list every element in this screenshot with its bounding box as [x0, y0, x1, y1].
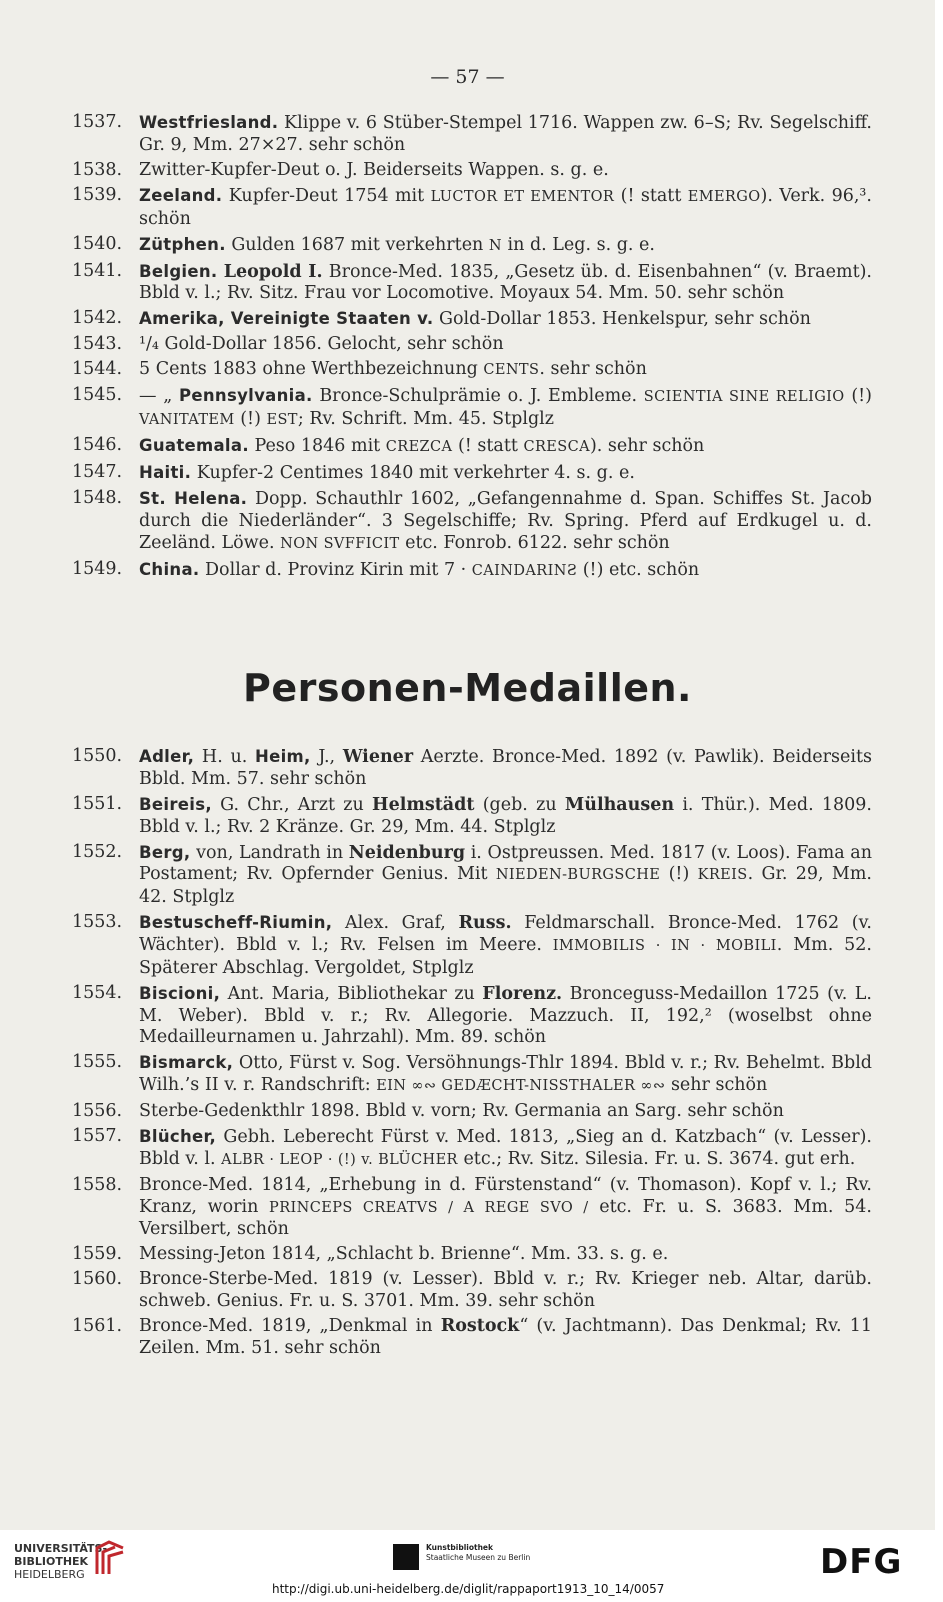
catalog-entry — [72, 185, 872, 231]
entry-text: J., — [310, 747, 343, 767]
entry-text: Kupfer-2 Centimes 1840 mit verkehrter 4. s. g. e. — [191, 463, 635, 484]
entry-text: 5 Cents 1883 ohne Werthbezeichnung — [139, 359, 484, 380]
entry-text: (!) etc. schön — [577, 559, 700, 580]
entry-number: 1545. — [72, 385, 123, 406]
entry-text: Bronce-Med. 1814, „Erhebung in d. Fürstenstand“ (v. Thomason). Kopf v. l.; Rv. Kranz, worin — [139, 1174, 872, 1217]
catalog-entry — [72, 1101, 872, 1123]
catalog-entry — [72, 912, 872, 979]
entry-text: . sehr schön — [539, 359, 647, 380]
entry-text: Kupfer-Deut 1754 mit — [222, 185, 431, 206]
entry-text: Sterbe-Gedenkthlr 1898. Bbld v. vorn; Rv. Germania an Sarg. sehr schön — [139, 1101, 784, 1122]
catalog-entry — [72, 794, 872, 839]
catalog-entry — [72, 261, 872, 306]
entry-heading: Blücher, — [139, 1127, 217, 1147]
entry-text: EST — [266, 412, 298, 429]
entry-text: Mülhausen — [564, 794, 675, 815]
entry-number: 1539. — [72, 184, 123, 205]
entry-text: ¹/₄ Gold-Dollar 1856. Gelocht, sehr schön — [139, 334, 504, 355]
entry-heading: Zütphen. — [139, 234, 226, 254]
entry-number: 1555. — [72, 1052, 123, 1073]
entry-text: Dopp. Schauthlr 1602, „Gefangennahme d. Span. Schiffes St. Jacob durch die Niederländer“. 3 Segelschiffe; Rv. Spring. Pferd auf Erdkugel u. d. Zeeländ. Löwe. — [139, 489, 872, 553]
entry-heading: Bestuscheff-Riumin, — [139, 913, 333, 933]
entry-text: NIEDEN-BURGSCHE — [495, 867, 661, 884]
entry-text: Bronceguss-Medaillon 1725 (v. L. M. Weber). Bbld v. r.; Rv. Allegorie. Mazzuch. II, 192,² (woselbst ohne Medailleurnamen u. Jahrzahl). Mm. 89. schön — [139, 983, 872, 1048]
entry-text: Russ. — [458, 913, 512, 934]
entry-number: 1559. — [72, 1244, 123, 1265]
entry-text: Klippe v. 6 Stüber-Stempel 1716. Wappen zw. 6–S; Rv. Segelschiff. Gr. 9, Mm. 27×27. sehr schön — [139, 113, 872, 155]
entry-text: etc. Fr. u. S. 3683. Mm. 54. Versilbert, schön — [139, 1196, 872, 1240]
entry-number: 1549. — [72, 558, 123, 579]
entry-heading: Guatemala. — [139, 436, 249, 456]
entry-text: H. u. — [194, 747, 255, 767]
entry-text: LUCTOR ET EMENTOR — [430, 188, 615, 205]
entry-text: Helmstädt — [372, 794, 475, 815]
catalog-entry — [72, 160, 872, 182]
entry-text: “ (v. Jachtmann). Das Denkmal; Rv. 11 Zeilen. Mm. 51. sehr schön — [139, 1316, 872, 1358]
entry-text: Messing-Jeton 1814, „Schlacht b. Brienne“. Mm. 33. s. g. e. — [139, 1244, 669, 1265]
entry-text: von, Landrath in — [190, 842, 349, 863]
ub-logo-line1: UNIVERSITÄTS- — [14, 1542, 108, 1555]
entry-heading: St. Helena. — [139, 489, 248, 509]
entry-number: 1557. — [72, 1126, 123, 1147]
entry-number: 1558. — [72, 1174, 123, 1195]
entry-heading: Adler, — [139, 747, 195, 766]
entry-number: 1550. — [72, 746, 123, 766]
catalog-entry — [72, 1316, 872, 1360]
entry-number: 1560. — [72, 1269, 123, 1290]
entry-text: (geb. zu — [474, 794, 565, 815]
entry-text: Bronce-Med. 1819, „Denkmal in — [139, 1316, 441, 1337]
entry-text: Dollar d. Provinz Kirin mit 7 · — [199, 559, 472, 580]
entry-number: 1552. — [72, 841, 123, 862]
entry-text: Peso 1846 mit — [248, 436, 386, 457]
ub-logo-line2: BIBLIOTHEK — [14, 1555, 89, 1568]
entry-heading: Pennsylvania. — [179, 386, 313, 406]
entry-text: ). Verk. 96,³. schön — [139, 185, 872, 229]
catalog-entry — [72, 1244, 872, 1266]
entry-text: Bronce-Sterbe-Med. 1819 (v. Lesser). Bbld v. r.; Rv. Krieger neb. Altar, darüb. schweb. Genius. Fr. u. S. 3701. Mm. 39. sehr schön — [139, 1269, 872, 1312]
entry-number: 1538. — [72, 159, 123, 180]
entry-heading: Heim, — [255, 747, 311, 766]
entry-text: . Mm. 52. Späterer Abschlag. Vergoldet, Stplglz — [139, 934, 872, 978]
entry-text: SCIENTIA SINE RELIGIO — [643, 389, 845, 406]
entry-heading: Beireis, — [139, 794, 212, 814]
entry-number: 1561. — [72, 1316, 123, 1337]
entry-text: CREZCA — [385, 439, 453, 456]
entry-text: Bronce-Schulprämie o. J. Embleme. — [312, 386, 644, 407]
entry-number: 1541. — [72, 260, 123, 281]
entry-text: CENTS — [483, 362, 540, 379]
entry-text: CRESCA — [523, 439, 590, 456]
entry-text: Otto, Fürst v. Sog. Versöhnungs-Thlr 1894. Bbld v. r.; Rv. Behelmt. Bbld Wilh.’s II v. r. Randschrift: — [139, 1053, 872, 1096]
catalog-entry — [72, 983, 872, 1049]
entry-text: Aerzte. Bronce-Med. 1892 (v. Pawlik). Beiderseits Bbld. Mm. 57. sehr schön — [139, 747, 872, 789]
entry-heading: Biscioni, — [139, 983, 221, 1003]
catalog-entry — [72, 112, 872, 157]
entry-text: Ant. Maria, Bibliothekar zu — [220, 983, 483, 1004]
entry-text: KREIS — [697, 867, 748, 884]
entry-text: etc.; Rv. Sitz. Silesia. Fr. u. S. 3674. gut erh. — [457, 1148, 856, 1169]
entry-text: Leopold I. — [223, 261, 323, 282]
catalog-entry — [72, 488, 872, 555]
entry-text: (! statt — [614, 185, 688, 206]
entry-text: CAINDARINƧ — [471, 562, 578, 579]
entry-number: 1537. — [72, 112, 123, 132]
entry-heading: China. — [139, 559, 200, 579]
source-url[interactable]: http://digi.ub.uni-heidelberg.de/diglit/rappaport1913_10_14/0057 — [272, 1582, 665, 1596]
entry-text: sehr schön — [665, 1075, 768, 1096]
entry-text: Gold-Dollar 1853. Henkelspur, sehr schön — [433, 309, 811, 330]
entry-text: in d. Leg. s. g. e. — [501, 234, 655, 255]
catalog-entry — [72, 359, 872, 382]
entry-text: i. Thür.). Med. 1809. Bbld v. l.; Rv. 2 Kränze. Gr. 29, Mm. 44. Stplglz — [139, 794, 872, 837]
entry-text: NON SVFFICIT — [280, 535, 400, 552]
entry-text: Neidenburg — [348, 842, 466, 863]
catalog-entry — [72, 334, 872, 356]
entry-text: — „ — [139, 386, 179, 407]
entry-text: ). sehr schön — [589, 436, 705, 457]
ub-logo-line3: HEIDELBERG — [14, 1568, 85, 1581]
entry-number: 1547. — [72, 462, 123, 483]
catalog-entry — [72, 462, 872, 485]
entry-text: Florenz. — [482, 983, 563, 1004]
entry-number: 1543. — [72, 334, 123, 355]
entry-text: ALBR · LEOP · (!) v. BLÜCHER — [221, 1151, 458, 1168]
entry-number: 1551. — [72, 793, 123, 814]
entry-text: (!) — [844, 386, 873, 407]
entry-text: G. Chr., Arzt zu — [211, 794, 373, 815]
catalog-entry — [72, 1175, 872, 1241]
entry-text: IMMOBILIS · IN · MOBILI — [552, 937, 777, 954]
entry-heading: Haiti. — [139, 463, 192, 483]
entry-text: Zwitter-Kupfer-Deut o. J. Beiderseits Wappen. s. g. e. — [139, 159, 609, 180]
entry-heading: Zeeland. — [139, 185, 223, 205]
entry-text: etc. Fonrob. 6122. sehr schön — [399, 532, 670, 553]
entry-number: 1542. — [72, 308, 123, 329]
dfg-logo[interactable]: DFG — [820, 1542, 903, 1582]
catalog-entry — [72, 308, 872, 331]
entry-heading: Berg, — [139, 842, 191, 862]
catalog-entry — [72, 842, 872, 909]
catalog-entry — [72, 746, 872, 791]
page-number: — 57 — — [430, 66, 505, 88]
entry-text: Wiener — [342, 747, 414, 767]
entry-heading: Westfriesland. — [139, 113, 279, 132]
entry-number: 1554. — [72, 982, 123, 1003]
entry-number: 1556. — [72, 1101, 123, 1122]
catalog-entry — [72, 385, 872, 432]
catalog-entry — [72, 234, 872, 258]
kunstbibliothek-logo-text — [426, 1543, 530, 1563]
entry-number: 1553. — [72, 912, 123, 933]
entry-text: (!) — [660, 864, 698, 885]
entry-text: Gebh. Leberecht Fürst v. Med. 1813, „Sieg an d. Katzbach“ (v. Lesser). Bbld v. l. — [139, 1127, 872, 1169]
entry-heading: Belgien. — [139, 261, 218, 281]
entry-number: 1540. — [72, 233, 123, 254]
entry-text: ; Rv. Schrift. Mm. 45. Stplglz — [297, 409, 554, 430]
section-title: Personen-Medaillen. — [242, 666, 692, 710]
catalog-entries-top — [72, 112, 872, 586]
entry-text: Feldmarschall. Bronce-Med. 1762 (v. Wächter). Bbld v. l.; Rv. Felsen im Meere. — [139, 913, 872, 955]
entry-text: Gulden 1687 mit verkehrten — [225, 234, 489, 255]
entry-text: VANITATEM — [139, 412, 235, 429]
entry-heading: Bismarck, — [139, 1053, 234, 1073]
entry-text: N — [488, 237, 502, 254]
catalog-entry — [72, 435, 872, 459]
catalog-entry — [72, 1052, 872, 1098]
entry-number: 1544. — [72, 359, 123, 380]
entry-number: 1546. — [72, 435, 123, 456]
entry-heading: Amerika, Vereinigte Staaten v. — [139, 309, 434, 329]
kunstbibliothek-logo-icon[interactable] — [393, 1544, 419, 1570]
entry-text: EIN ∞∾ GEDÆCHT-NISSTHALER ∞∾ — [376, 1078, 666, 1095]
catalog-entry — [72, 1126, 872, 1172]
kb-line1: Kunstbibliothek — [426, 1543, 494, 1552]
entry-text: PRINCEPS CREATVS / A REGE SVO / — [269, 1199, 589, 1216]
entry-text: Rostock — [440, 1316, 520, 1337]
ub-emblem-icon — [93, 1538, 127, 1578]
entry-text: Bronce-Med. 1835, „Gesetz üb. d. Eisenbahnen“ (v. Braemt). Bbld v. l.; Rv. Sitz. Frau vor Locomotive. Moyaux 54. Mm. 50. sehr schön — [139, 261, 872, 304]
entry-text: (! statt — [452, 436, 524, 457]
entry-text: Alex. Graf, — [332, 913, 459, 934]
entry-text: EMERGO — [687, 188, 761, 205]
entry-text: i. Ostpreussen. Med. 1817 (v. Loos). Fama an Postament; Rv. Opfernder Genius. Mit — [139, 842, 872, 885]
entry-text: (!) — [234, 409, 267, 430]
catalog-entry — [72, 1269, 872, 1313]
entry-text: . Gr. 29, Mm. 42. Stplglz — [139, 864, 872, 908]
entry-number: 1548. — [72, 488, 123, 509]
catalog-entries-medals — [72, 746, 872, 1363]
catalog-entry — [72, 559, 872, 583]
kb-line2: Staatliche Museen zu Berlin — [426, 1553, 531, 1562]
footer-bar — [0, 1530, 943, 1602]
